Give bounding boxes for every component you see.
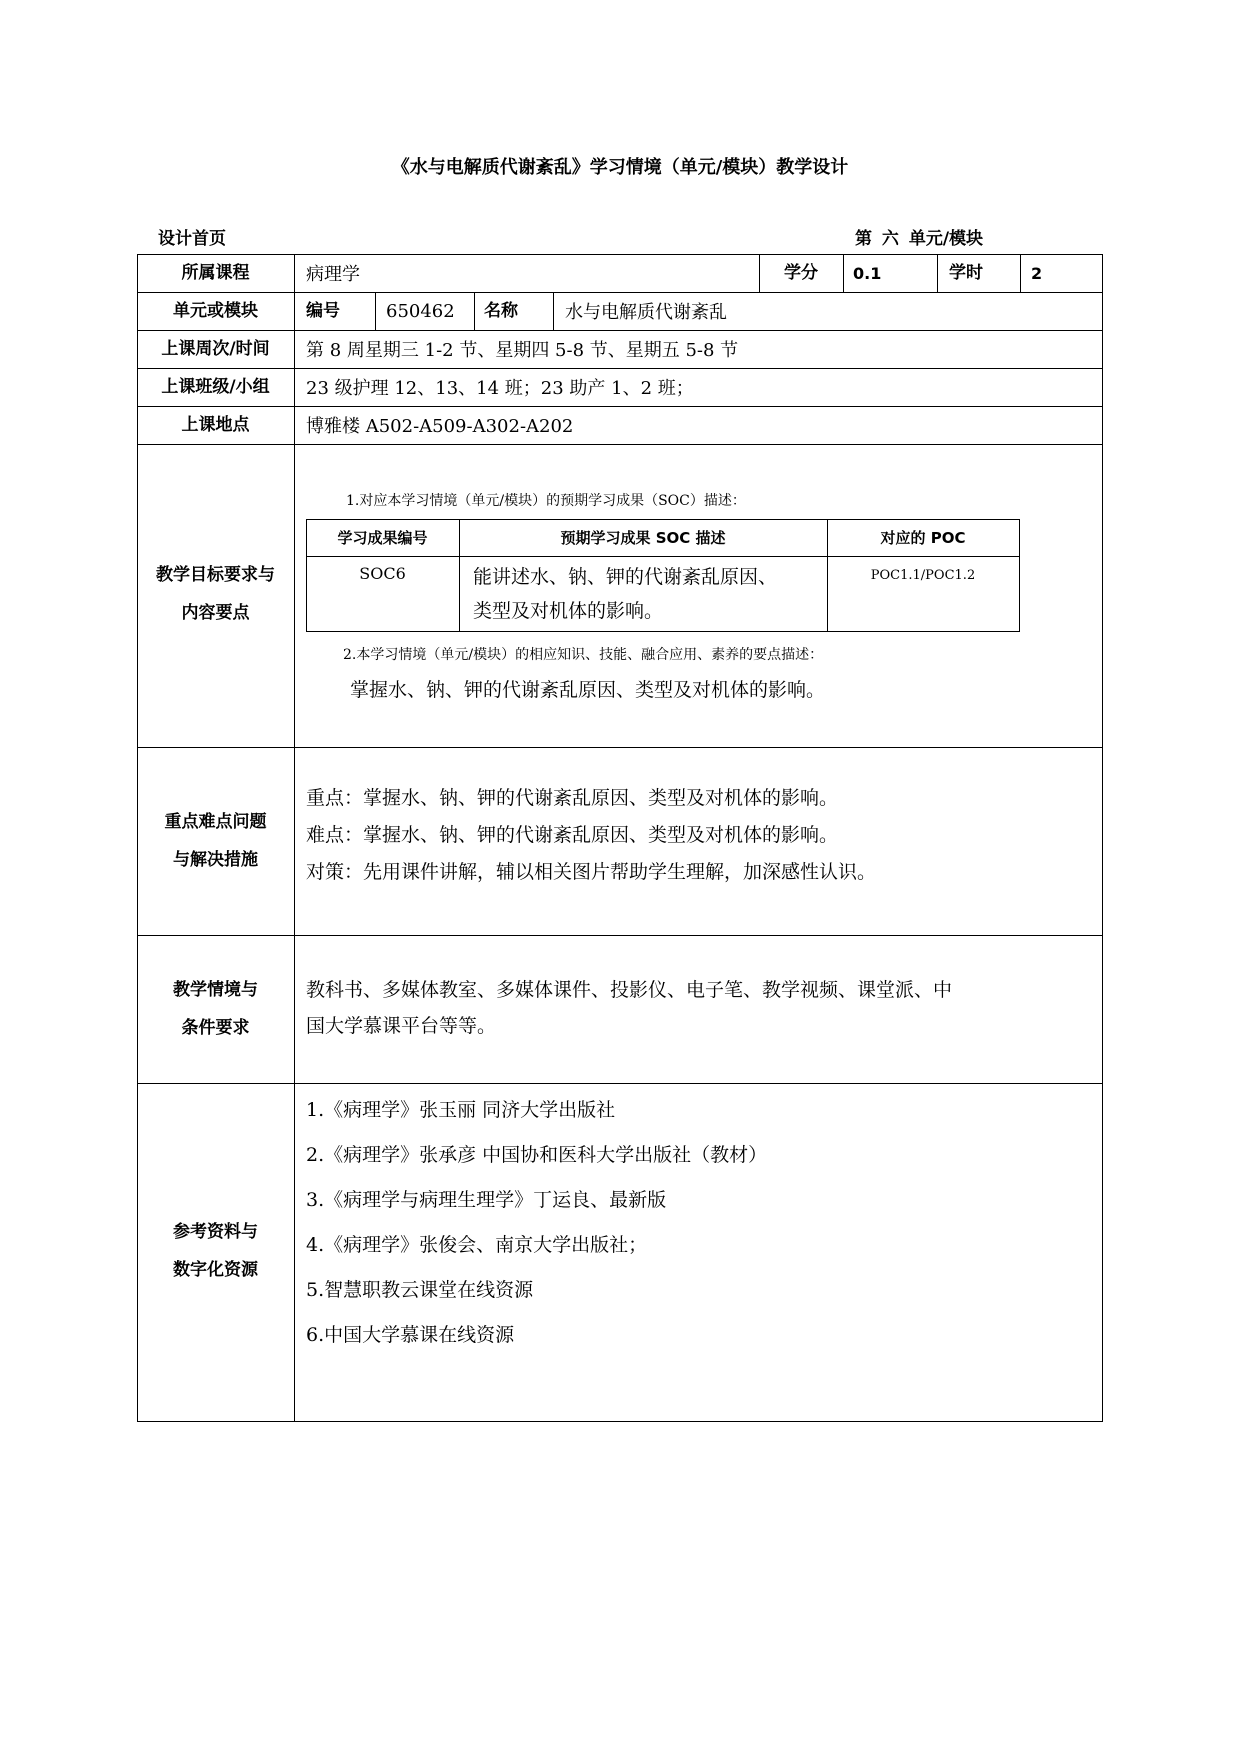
references-list: [306, 1088, 767, 1358]
objectives-point2-text: 掌握水、钠、钾的代谢紊乱原因、类型及对机体的影响。: [350, 679, 826, 701]
soc-code: SOC6: [359, 564, 406, 583]
inner-row-divider: [306, 556, 1020, 557]
inner-row-divider: [306, 631, 1020, 632]
unit-label: 单元或模块: [173, 301, 258, 321]
course-label: 所属课程: [181, 263, 250, 283]
objectives-label: [137, 556, 294, 632]
col-divider: [1020, 254, 1021, 292]
conditions-text: [306, 972, 1096, 1044]
col-divider: [375, 292, 376, 330]
code-value: 650462: [386, 300, 455, 322]
schedule-label: 上课周次/时间: [161, 339, 270, 359]
row-divider: [137, 1421, 1103, 1422]
reference-item: 2.《病理学》张承彦 中国协和医科大学出版社（教材）: [306, 1144, 768, 1166]
row-divider: [137, 747, 1103, 748]
row-divider: [137, 1083, 1103, 1084]
page-title: 《水与电解质代谢紊乱》学习情境（单元/模块）教学设计: [391, 157, 849, 178]
credit-label: 学分: [784, 263, 818, 283]
conditions-line2: 国大学慕课平台等等。: [306, 1015, 497, 1037]
references-label-line2: 数字化资源: [173, 1260, 258, 1280]
conditions-line1: 教科书、多媒体教室、多媒体课件、投影仪、电子笔、教学视频、课堂派、中: [306, 979, 953, 1001]
hours-label: 学时: [949, 263, 983, 283]
name-value: 水与电解质代谢紊乱: [565, 302, 727, 323]
schedule-value: 第 8 周星期三 1-2 节、星期四 5-8 节、星期五 5-8 节: [306, 340, 739, 361]
unit-module-label: 第 六 单元/模块: [855, 229, 984, 249]
code-label: 编号: [306, 301, 340, 321]
key-points-label: [137, 803, 294, 879]
col-divider: [294, 254, 295, 1421]
name-label: 名称: [484, 301, 518, 321]
reference-item: 4.《病理学》张俊会、南京大学出版社；: [306, 1234, 648, 1256]
classes-value: 23 级护理 12、13、14 班；23 助产 1、2 班；: [306, 378, 694, 399]
key-points-text: [306, 780, 876, 891]
reference-item: 3.《病理学与病理生理学》丁运良、最新版: [306, 1189, 667, 1211]
soc-description: [473, 560, 777, 628]
conditions-label-line2: 条件要求: [181, 1018, 250, 1038]
inner-col-divider: [1019, 519, 1020, 631]
objectives-intro: 1.对应本学习情境（单元/模块）的预期学习成果（SOC）描述：: [346, 493, 746, 509]
key-point-line: 重点：掌握水、钠、钾的代谢紊乱原因、类型及对机体的影响。: [306, 787, 839, 809]
soc-description-line1: 能讲述水、钠、钾的代谢紊乱原因、: [473, 566, 778, 588]
objectives-label-line2: 内容要点: [181, 603, 250, 623]
conditions-label: [137, 971, 294, 1047]
soc-description-line2: 类型及对机体的影响。: [473, 600, 664, 622]
objectives-point2: 2.本学习情境（单元/模块）的相应知识、技能、融合应用、素养的要点描述：: [343, 647, 824, 663]
row-divider: [137, 444, 1103, 445]
soc-poc: POC1.1/POC1.2: [870, 568, 976, 583]
col-divider: [553, 292, 554, 330]
location-label: 上课地点: [181, 415, 250, 435]
strategy-line: 对策：先用课件讲解，辅以相关图片帮助学生理解，加深感性认识。: [306, 861, 877, 883]
location-value: 博雅楼 A502-A509-A302-A202: [306, 416, 574, 437]
soc-header-code: 学习成果编号: [337, 529, 428, 547]
course-value: 病理学: [306, 264, 360, 285]
key-points-label-line2: 与解决措施: [173, 850, 258, 870]
col-divider: [1102, 254, 1103, 1421]
hours-value: 2: [1031, 263, 1043, 283]
key-points-label-line1: 重点难点问题: [164, 812, 267, 832]
col-divider: [843, 254, 844, 292]
reference-item: 6.中国大学慕课在线资源: [306, 1324, 515, 1346]
reference-item: 5.智慧职教云课堂在线资源: [306, 1279, 534, 1301]
reference-item: 1.《病理学》张玉丽 同济大学出版社: [306, 1099, 616, 1121]
references-label: [137, 1213, 294, 1289]
credit-value: 0.1: [853, 263, 882, 283]
objectives-label-line1: 教学目标要求与: [156, 565, 275, 585]
references-label-line1: 参考资料与: [173, 1222, 258, 1242]
difficulty-line: 难点：掌握水、钠、钾的代谢紊乱原因、类型及对机体的影响。: [306, 824, 839, 846]
classes-label: 上课班级/小组: [161, 377, 270, 397]
soc-header-poc: 对应的 POC: [880, 529, 966, 547]
design-homepage-label: 设计首页: [158, 229, 226, 249]
row-divider: [137, 935, 1103, 936]
soc-header-desc: 预期学习成果 SOC 描述: [560, 529, 726, 547]
conditions-label-line1: 教学情境与: [173, 980, 258, 1000]
